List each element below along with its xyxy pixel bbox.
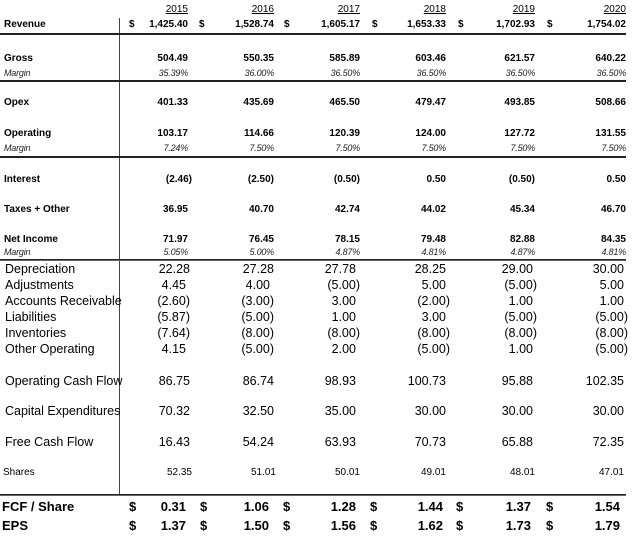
value-cell: (8.00) xyxy=(595,326,628,340)
value-cell: 72.35 xyxy=(592,435,624,449)
value-cell: 4.87% xyxy=(335,247,360,257)
value-cell: 1.37 xyxy=(160,518,186,533)
row-label: Net Income xyxy=(4,234,58,245)
row-label: Capital Expenditures xyxy=(5,404,121,418)
value-cell: 7.50% xyxy=(421,143,446,153)
value-cell: 0.31 xyxy=(160,499,186,514)
taxes-row xyxy=(0,204,640,220)
value-cell: (8.00) xyxy=(327,326,360,340)
row-label: Depreciation xyxy=(5,262,76,276)
value-cell: 16.43 xyxy=(158,435,190,449)
value-cell: 46.70 xyxy=(600,204,626,215)
value-cell: 35.39% xyxy=(158,68,188,78)
year-header: 2018 xyxy=(423,4,446,15)
value-cell: 35.00 xyxy=(324,404,356,418)
value-cell: (5.00) xyxy=(241,342,274,356)
row-label: Liabilities xyxy=(5,310,57,324)
value-cell: 70.32 xyxy=(158,404,190,418)
year-header: 2020 xyxy=(603,4,626,15)
value-cell: 1.79 xyxy=(594,518,620,533)
value-cell: (8.00) xyxy=(241,326,274,340)
value-cell: 1,754.02 xyxy=(587,19,626,30)
value-cell: 621.57 xyxy=(504,53,535,64)
divider xyxy=(0,33,626,35)
value-cell: (0.50) xyxy=(333,174,360,185)
value-cell: (2.50) xyxy=(247,174,274,185)
row-label: Shares xyxy=(3,467,35,478)
value-cell: 127.72 xyxy=(504,128,535,139)
value-cell: 4.00 xyxy=(245,278,270,292)
value-cell: (8.00) xyxy=(504,326,537,340)
value-cell: 1.00 xyxy=(508,294,533,308)
value-cell: 36.50% xyxy=(505,68,535,78)
value-cell: 0.50 xyxy=(426,174,446,185)
value-cell: 4.81% xyxy=(421,247,446,257)
value-cell: 465.50 xyxy=(329,97,360,108)
value-cell: 1.73 xyxy=(505,518,531,533)
year-header: 2016 xyxy=(251,4,274,15)
currency-symbol: $ xyxy=(546,499,554,514)
value-cell: 5.00 xyxy=(599,278,624,292)
row-label: Operating xyxy=(4,128,52,139)
row-label: Adjustments xyxy=(5,278,74,292)
value-cell: 114.66 xyxy=(243,128,274,139)
value-cell: 78.15 xyxy=(334,234,360,245)
value-cell: 1,605.17 xyxy=(321,19,360,30)
value-cell: 493.85 xyxy=(504,97,535,108)
divider xyxy=(0,259,626,261)
row-label: Margin xyxy=(4,68,31,78)
value-cell: 401.33 xyxy=(157,97,188,108)
divider xyxy=(0,156,626,158)
value-cell: 36.50% xyxy=(596,68,626,78)
value-cell: (5.00) xyxy=(504,310,537,324)
value-cell: 54.24 xyxy=(242,435,274,449)
gross-row xyxy=(0,53,640,69)
value-cell: 124.00 xyxy=(415,128,446,139)
inventories-row xyxy=(0,326,640,342)
value-cell: 1.06 xyxy=(243,499,269,514)
row-label: Free Cash Flow xyxy=(5,435,94,449)
currency-symbol: $ xyxy=(129,518,137,533)
currency-symbol: $ xyxy=(458,19,464,30)
value-cell: (8.00) xyxy=(417,326,450,340)
value-cell: (2.46) xyxy=(165,174,192,185)
value-cell: 7.50% xyxy=(601,143,626,153)
value-cell: 1.44 xyxy=(417,499,443,514)
value-cell: 7.50% xyxy=(335,143,360,153)
value-cell: 22.28 xyxy=(158,262,190,276)
value-cell: 435.69 xyxy=(243,97,274,108)
value-cell: 84.35 xyxy=(600,234,626,245)
value-cell: 86.75 xyxy=(158,374,190,388)
value-cell: 0.50 xyxy=(606,174,626,185)
capital-expenditures-row xyxy=(0,404,640,420)
value-cell: 504.49 xyxy=(157,53,188,64)
year-header: 2017 xyxy=(337,4,360,15)
currency-symbol: $ xyxy=(200,518,208,533)
operating-cash-flow-row xyxy=(0,374,640,390)
value-cell: (7.64) xyxy=(157,326,190,340)
row-label: Margin xyxy=(4,143,31,153)
value-cell: 95.88 xyxy=(501,374,533,388)
fcf-per-share-row xyxy=(0,499,640,515)
value-cell: 52.35 xyxy=(166,467,192,478)
value-cell: 120.39 xyxy=(329,128,360,139)
depreciation-row xyxy=(0,262,640,278)
value-cell: 131.55 xyxy=(595,128,626,139)
value-cell: 1,425.40 xyxy=(149,19,188,30)
value-cell: 5.05% xyxy=(163,247,188,257)
value-cell: 1.50 xyxy=(243,518,269,533)
currency-symbol: $ xyxy=(547,19,553,30)
value-cell: 27.78 xyxy=(324,262,356,276)
value-cell: 36.50% xyxy=(416,68,446,78)
value-cell: 1,653.33 xyxy=(407,19,446,30)
row-label: Opex xyxy=(4,97,30,108)
value-cell: 1.54 xyxy=(594,499,620,514)
value-cell: 48.01 xyxy=(509,467,535,478)
row-label: Other Operating xyxy=(5,342,95,356)
value-cell: 28.25 xyxy=(414,262,446,276)
currency-symbol: $ xyxy=(129,499,137,514)
interest-row xyxy=(0,174,640,190)
currency-symbol: $ xyxy=(456,518,464,533)
value-cell: 42.74 xyxy=(334,204,360,215)
value-cell: 36.00% xyxy=(244,68,274,78)
operating-row xyxy=(0,128,640,144)
value-cell: 98.93 xyxy=(324,374,356,388)
divider xyxy=(0,80,626,82)
value-cell: 32.50 xyxy=(242,404,274,418)
value-cell: 1.37 xyxy=(505,499,531,514)
value-cell: 1.28 xyxy=(330,499,356,514)
currency-symbol: $ xyxy=(283,518,291,533)
value-cell: 4.81% xyxy=(601,247,626,257)
other-operating-row xyxy=(0,342,640,358)
value-cell: 86.74 xyxy=(242,374,274,388)
row-label: EPS xyxy=(2,518,29,533)
year-header: 2019 xyxy=(512,4,535,15)
value-cell: 1.00 xyxy=(331,310,356,324)
value-cell: 1.56 xyxy=(330,518,356,533)
currency-symbol: $ xyxy=(284,19,290,30)
value-cell: 27.28 xyxy=(242,262,274,276)
value-cell: 4.15 xyxy=(161,342,186,356)
value-cell: (0.50) xyxy=(508,174,535,185)
year-header: 2015 xyxy=(165,4,188,15)
row-label: Taxes + Other xyxy=(4,204,70,215)
value-cell: 65.88 xyxy=(501,435,533,449)
value-cell: 640.22 xyxy=(595,53,626,64)
value-cell: 7.50% xyxy=(249,143,274,153)
divider xyxy=(0,494,626,496)
value-cell: 51.01 xyxy=(250,467,276,478)
value-cell: 30.00 xyxy=(592,404,624,418)
value-cell: 47.01 xyxy=(598,467,624,478)
currency-symbol: $ xyxy=(129,19,135,30)
value-cell: 70.73 xyxy=(414,435,446,449)
currency-symbol: $ xyxy=(372,19,378,30)
value-cell: 100.73 xyxy=(407,374,446,388)
value-cell: 1.00 xyxy=(508,342,533,356)
value-cell: 7.50% xyxy=(510,143,535,153)
row-label: Accounts Receivable xyxy=(5,294,122,308)
value-cell: (5.00) xyxy=(595,310,628,324)
value-cell: 585.89 xyxy=(329,53,360,64)
value-cell: 479.47 xyxy=(415,97,446,108)
value-cell: 79.48 xyxy=(420,234,446,245)
value-cell: (5.00) xyxy=(417,342,450,356)
row-label: Interest xyxy=(4,174,41,185)
value-cell: (3.00) xyxy=(241,294,274,308)
value-cell: 40.70 xyxy=(248,204,274,215)
row-label: Revenue xyxy=(4,19,46,30)
value-cell: 1,702.93 xyxy=(496,19,535,30)
row-label: Inventories xyxy=(5,326,67,340)
value-cell: (5.87) xyxy=(157,310,190,324)
liabilities-row xyxy=(0,310,640,326)
value-cell: 5.00 xyxy=(421,278,446,292)
currency-symbol: $ xyxy=(199,19,205,30)
value-cell: 49.01 xyxy=(420,467,446,478)
value-cell: 71.97 xyxy=(162,234,188,245)
currency-symbol: $ xyxy=(456,499,464,514)
value-cell: 103.17 xyxy=(157,128,188,139)
value-cell: 550.35 xyxy=(243,53,274,64)
value-cell: 1.00 xyxy=(599,294,624,308)
value-cell: 4.87% xyxy=(510,247,535,257)
value-cell: (5.00) xyxy=(241,310,274,324)
eps-row xyxy=(0,518,640,534)
year-header-row xyxy=(0,4,640,20)
value-cell: 44.02 xyxy=(420,204,446,215)
value-cell: 1,528.74 xyxy=(235,19,274,30)
value-cell: 30.00 xyxy=(592,262,624,276)
row-label: Operating Cash Flow xyxy=(5,374,123,388)
value-cell: 63.93 xyxy=(324,435,356,449)
value-cell: (2.60) xyxy=(157,294,190,308)
value-cell: 508.66 xyxy=(595,97,626,108)
row-label: Gross xyxy=(4,53,33,64)
value-cell: 30.00 xyxy=(501,404,533,418)
value-cell: 50.01 xyxy=(334,467,360,478)
free-cash-flow-row xyxy=(0,435,640,451)
currency-symbol: $ xyxy=(200,499,208,514)
value-cell: 36.95 xyxy=(162,204,188,215)
value-cell: 3.00 xyxy=(421,310,446,324)
value-cell: (2.00) xyxy=(417,294,450,308)
opex-row xyxy=(0,97,640,113)
value-cell: (5.00) xyxy=(504,278,537,292)
value-cell: 7.24% xyxy=(163,143,188,153)
value-cell: 603.46 xyxy=(415,53,446,64)
value-cell: 30.00 xyxy=(414,404,446,418)
currency-symbol: $ xyxy=(370,499,378,514)
shares-row xyxy=(0,467,640,483)
value-cell: 82.88 xyxy=(509,234,535,245)
value-cell: 2.00 xyxy=(331,342,356,356)
value-cell: 29.00 xyxy=(501,262,533,276)
value-cell: 76.45 xyxy=(248,234,274,245)
value-cell: (5.00) xyxy=(595,342,628,356)
adjustments-row xyxy=(0,278,640,294)
value-cell: 102.35 xyxy=(585,374,624,388)
value-cell: 36.50% xyxy=(330,68,360,78)
currency-symbol: $ xyxy=(546,518,554,533)
accounts-receivable-row xyxy=(0,294,640,310)
value-cell: 45.34 xyxy=(509,204,535,215)
value-cell: 1.62 xyxy=(417,518,443,533)
row-label: Margin xyxy=(4,247,31,257)
value-cell: 4.45 xyxy=(161,278,186,292)
value-cell: 3.00 xyxy=(331,294,356,308)
currency-symbol: $ xyxy=(370,518,378,533)
value-cell: (5.00) xyxy=(327,278,360,292)
row-label: FCF / Share xyxy=(2,499,75,514)
currency-symbol: $ xyxy=(283,499,291,514)
value-cell: 5.00% xyxy=(249,247,274,257)
